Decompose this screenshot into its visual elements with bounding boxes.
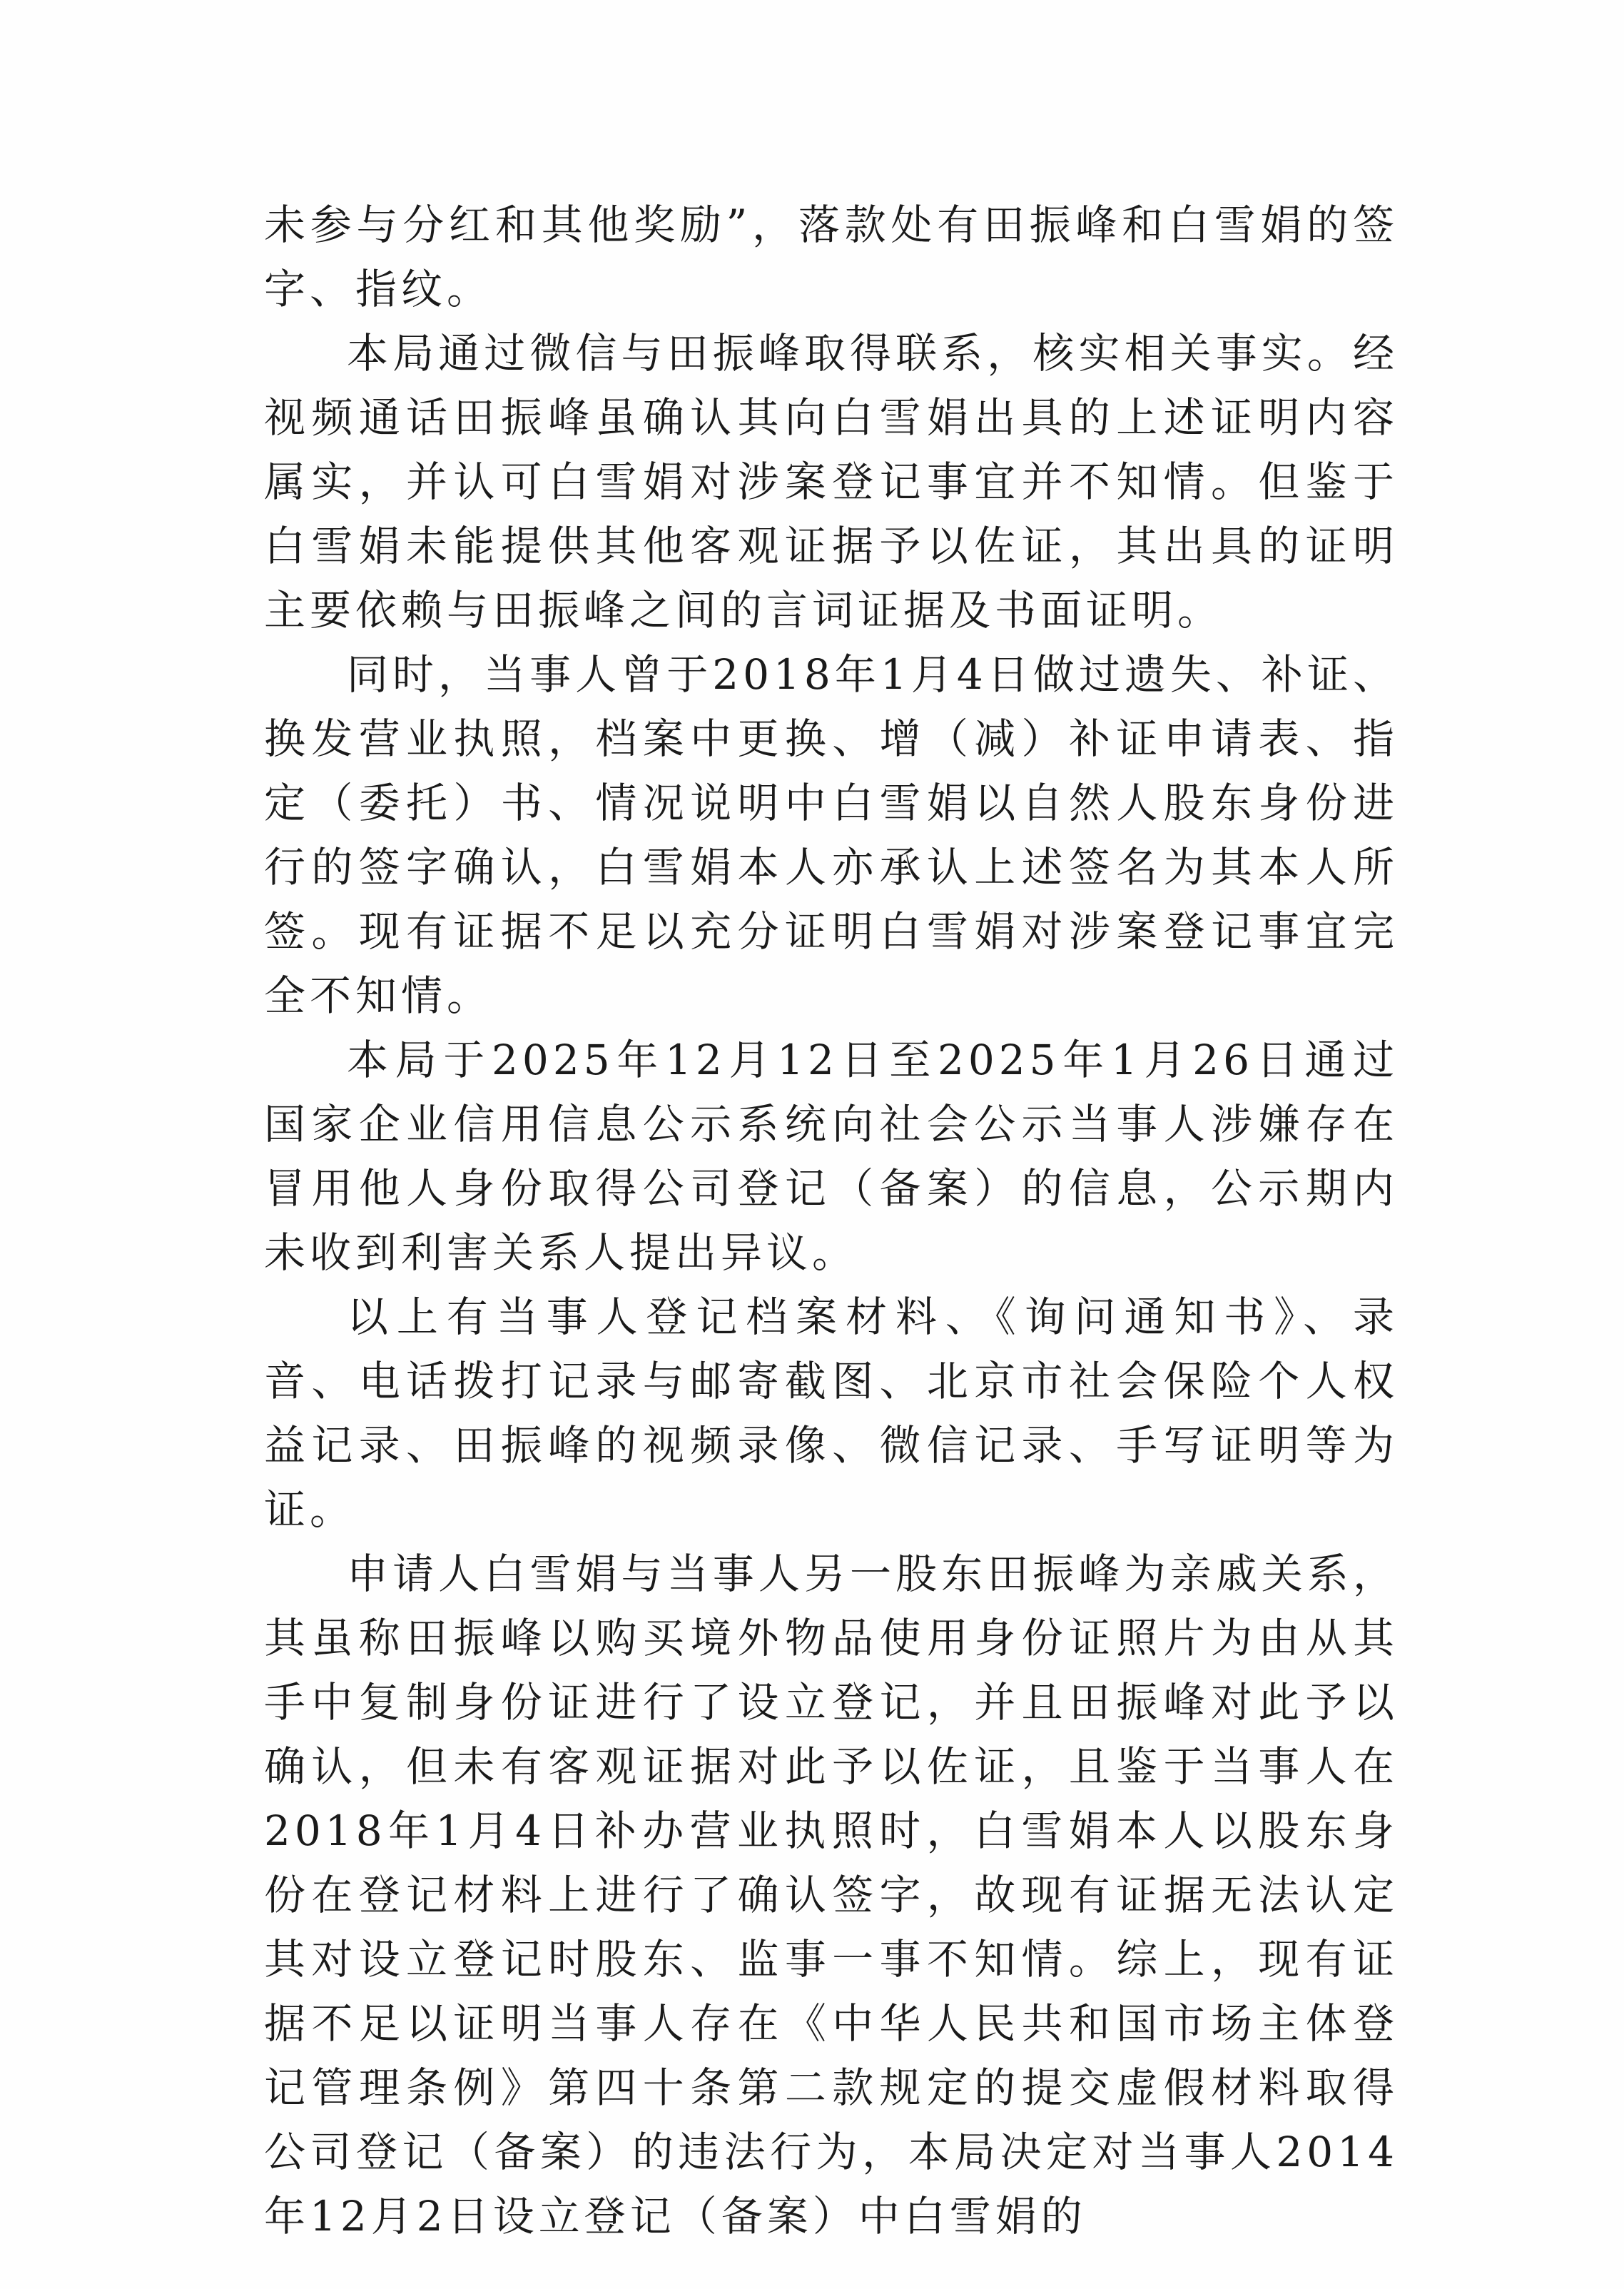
- paragraph-license-reissue: 同时，当事人曾于2018年1月4日做过遗失、补证、换发营业执照，档案中更换、增（减）补证申请表、指定（委托）书、情况说明中白雪娟以自然人股东身份进行的签字确认，白雪娟本人亦承认上述签名为其本人所签。现有证据不足以充分证明白雪娟对涉案登记事宜完全不知情。: [264, 650, 1399, 1020]
- document-body: [264, 193, 1399, 2248]
- paragraph-wechat-verification: 本局通过微信与田振峰取得联系，核实相关事实。经视频通话田振峰虽确认其向白雪娟出具的上述证明内容属实，并认可白雪娟对涉案登记事宜并不知情。但鉴于白雪娟未能提供其他客观证据予以佐证，其出具的证明主要依赖与田振峰之间的言词证据及书面证明。: [264, 329, 1399, 635]
- paragraph-conclusion: 申请人白雪娟与当事人另一股东田振峰为亲戚关系，其虽称田振峰以购买境外物品使用身份证照片为由从其手中复制身份证进行了设立登记，并且田振峰对此予以确认，但未有客观证据对此予以佐证，且鉴于当事人在2018年1月4日补办营业执照时，白雪娟本人以股东身份在登记材料上进行了确认签字，故现有证据无法认定其对设立登记时股东、监事一事不知情。综上，现有证据不足以证明当事人存在《中华人民共和国市场主体登记管理条例》第四十条第二款规定的提交虚假材料取得公司登记（备案）的违法行为，本局决定对当事人2014年12月2日设立登记（备案）中白雪娟的: [264, 1550, 1399, 2240]
- paragraph-continuation: 未参与分红和其他奖励”，落款处有田振峰和白雪娟的签字、指纹。: [264, 201, 1399, 313]
- paragraph-evidence-list: 以上有当事人登记档案材料、《询问通知书》、录音、电话拨打记录与邮寄截图、北京市社会保险个人权益记录、田振峰的视频录像、微信记录、手写证明等为证。: [264, 1293, 1399, 1534]
- paragraph-public-notice: 本局于2025年12月12日至2025年1月26日通过国家企业信用信息公示系统向社会公示当事人涉嫌存在冒用他人身份取得公司登记（备案）的信息，公示期内未收到利害关系人提出异议。: [264, 1036, 1399, 1277]
